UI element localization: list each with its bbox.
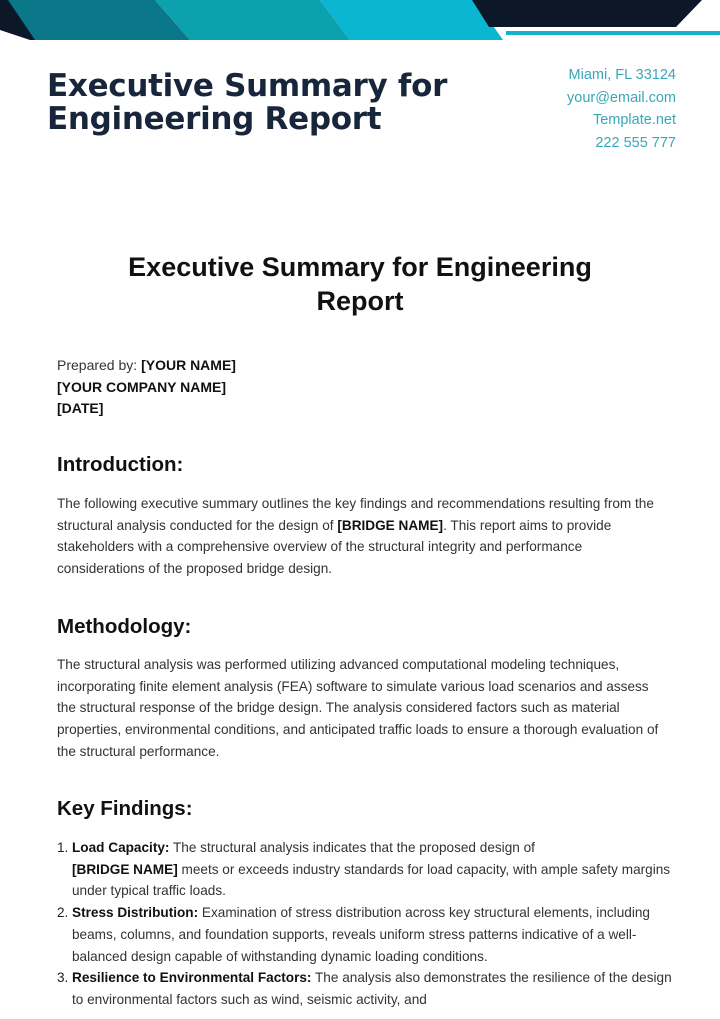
prepared-date: [DATE]: [57, 400, 104, 416]
finding-item-stress-distribution: 2. Stress Distribution: Examination of stress distribution across key structural elements, including beams, columns, and foundation supports, reveals uniform stress patterns indicative of a well-balanced design capable of withstanding dynamic loading conditions.: [57, 902, 672, 967]
bridge-name-placeholder: [BRIDGE NAME]: [72, 861, 178, 877]
prepared-by-block: [57, 355, 236, 420]
brand-title: [47, 70, 447, 136]
finding-number: 1.: [57, 840, 69, 855]
document-title-line-2: Report: [316, 286, 404, 316]
contact-info: [567, 64, 676, 154]
methodology-heading: Methodology:: [57, 615, 192, 638]
prepared-by-line: [57, 355, 236, 377]
contact-phone: 222 555 777: [595, 134, 676, 151]
brand-title-line-2: Engineering Report: [47, 101, 382, 137]
key-findings-list: [57, 837, 672, 1011]
contact-address: Miami, FL 33124: [568, 67, 676, 83]
finding-item-environmental-resilience: 3. Resilience to Environmental Factors: The analysis also demonstrates the resilience of the design to environmental factors such as wind, seismic activity, and: [57, 967, 672, 1010]
introduction-heading: Introduction:: [57, 453, 184, 476]
header-decorative-band: [0, 0, 720, 45]
finding-number: 3.: [57, 970, 69, 986]
finding-label: Resilience to Environmental Factors:: [72, 970, 312, 986]
methodology-paragraph: The structural analysis was performed utilizing advanced computational modeling techniques, incorporating finite element analysis (FEA) software to simulate various load scenarios and assess the structural response of the bridge design. The analysis considered factors such as material properties, environmental conditions, and anticipated traffic loads to ensure a thorough evaluation of the structural performance.: [57, 657, 659, 759]
band-cyan: [320, 0, 503, 40]
prepared-by-name: [YOUR NAME]: [141, 357, 236, 373]
brand-title-line-1: Executive Summary for: [47, 68, 448, 104]
finding-item-load-capacity: 1. Load Capacity: The structural analysis indicates that the proposed design of [BRIDGE NAME] meets or exceeds industry standards for load capacity, with ample safety margins under typical traffic loads.: [57, 837, 672, 902]
introduction-paragraph: The following executive summary outlines the key findings and recommendations resulting from the structural analysis conducted for the design of [BRIDGE NAME]. This report aims to provide stakeholders with a comprehensive overview of the structural integrity and performance considerations of the proposed bridge design.: [57, 496, 654, 577]
band-navy-right: [472, 0, 702, 27]
band-accent-line: [506, 31, 720, 35]
finding-label: Load Capacity:: [72, 840, 170, 855]
prepared-company: [YOUR COMPANY NAME]: [57, 378, 227, 395]
finding-number: 2.: [57, 905, 69, 921]
finding-label: Stress Distribution:: [72, 905, 199, 921]
prepared-by-label: Prepared by:: [57, 357, 142, 373]
bridge-name-placeholder: [BRIDGE NAME]: [337, 517, 444, 533]
document-title-line-1: Executive Summary for Engineering: [128, 252, 592, 282]
contact-website[interactable]: Template.net: [592, 112, 676, 128]
key-findings-heading: Key Findings:: [57, 797, 193, 820]
document-title: [60, 250, 660, 318]
contact-email[interactable]: your@email.com: [567, 89, 676, 106]
